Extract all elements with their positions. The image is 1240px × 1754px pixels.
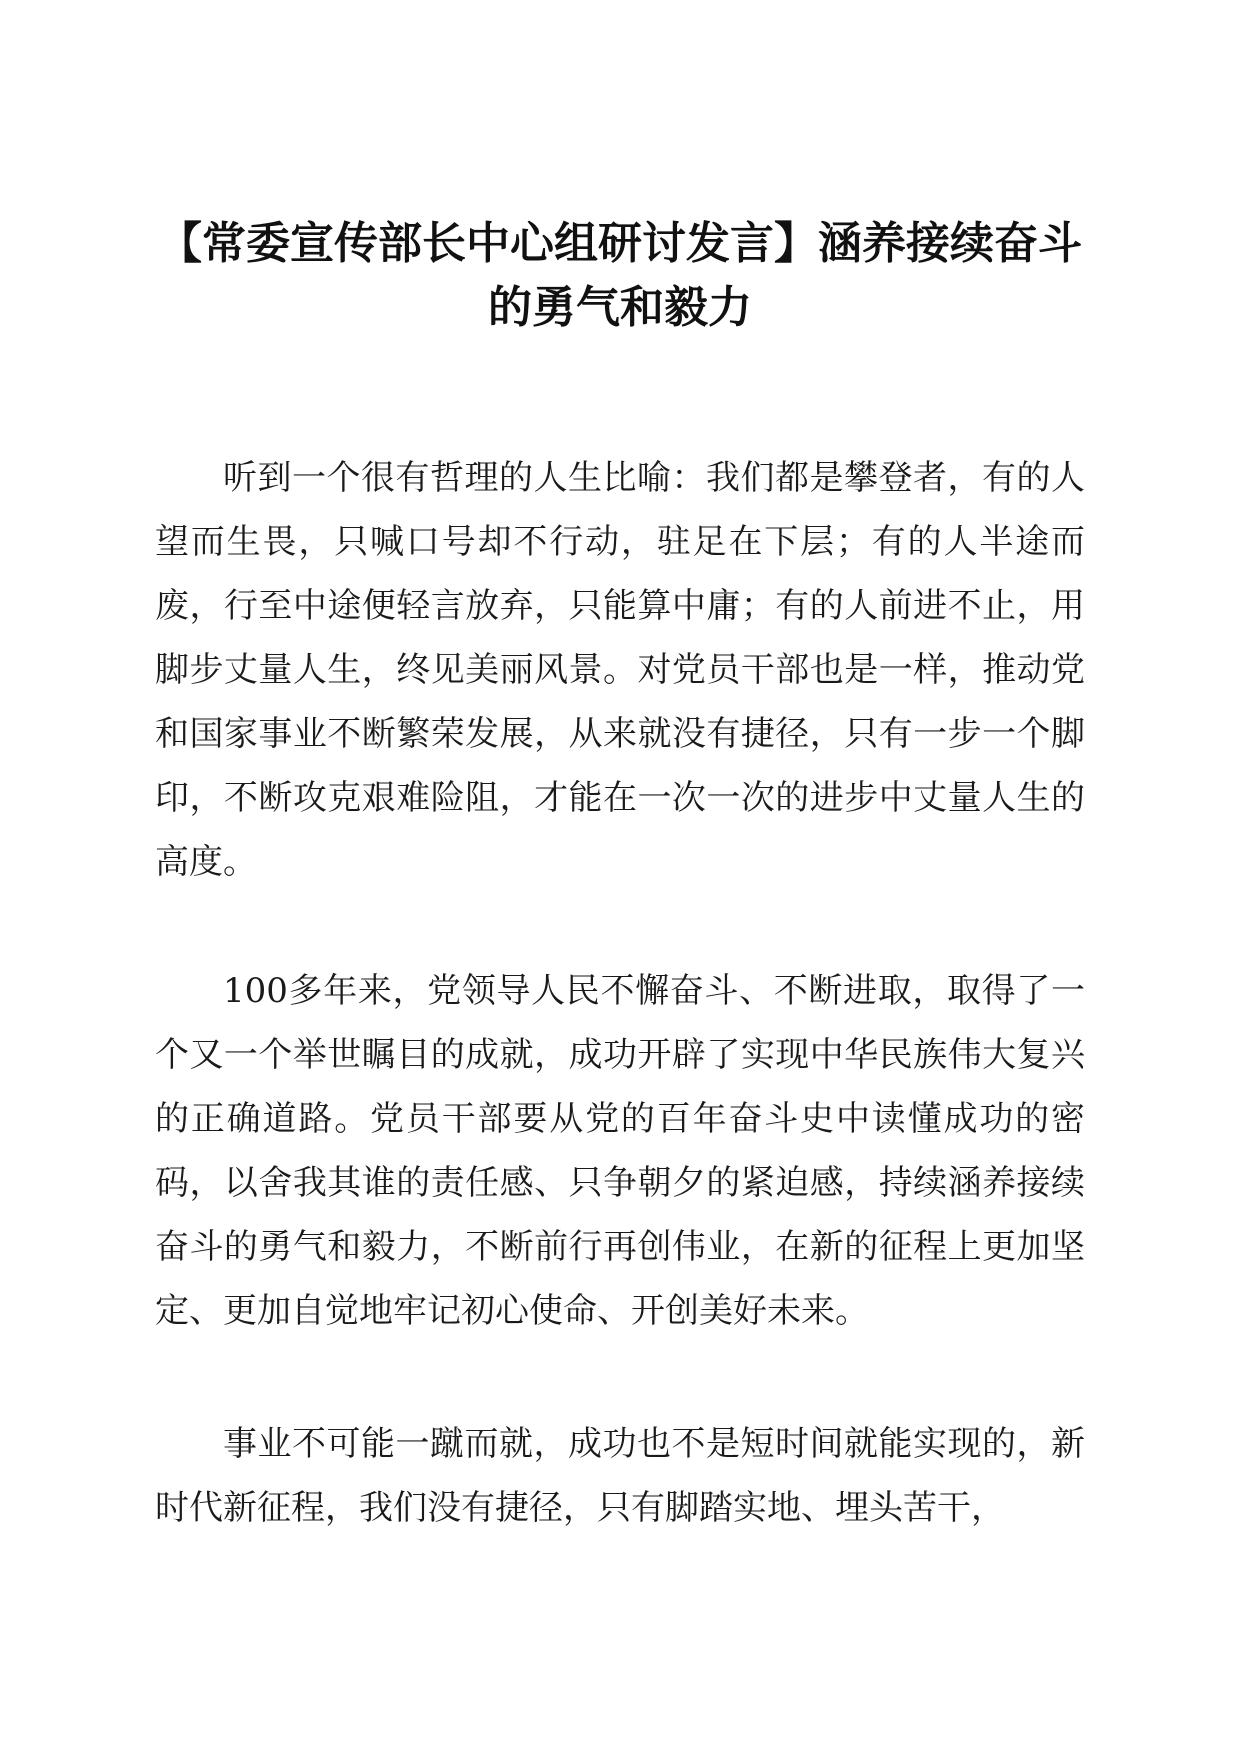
paragraph-2: 100多年来，党领导人民不懈奋斗、不断进取，取得了一个又一个举世瞩目的成就，成功开辟了实现中华民族伟大复兴的正确道路。党员干部要从党的百年奋斗史中读懂成功的密码，以舍我其谁的责任感、只争朝夕的紧迫感，持续涵养接续奋斗的勇气和毅力，不断前行再创伟业，在新的征程上更加坚定、更加自觉地牢记初心使命、开创美好未来。 <box>155 971 1085 1331</box>
paragraph-1: 听到一个很有哲理的人生比喻：我们都是攀登者，有的人望而生畏，只喊口号却不行动，驻足在下层；有的人半途而废，行至中途便轻言放弃，只能算中庸；有的人前进不止，用脚步丈量人生，终见美丽风景。对党员干部也是一样，推动党和国家事业不断繁荣发展，从来就没有捷径，只有一步一个脚印，不断攻克艰难险阻，才能在一次一次的进步中丈量人生的高度。 <box>155 458 1085 882</box>
paragraph-3: 事业不可能一蹴而就，成功也不是短时间就能实现的，新时代新征程，我们没有捷径，只有脚踏实地、埋头苦干， <box>155 1424 1085 1528</box>
document-title: 【常委宣传部长中心组研讨发言】涵养接续奋斗的勇气和毅力 <box>158 218 1082 333</box>
